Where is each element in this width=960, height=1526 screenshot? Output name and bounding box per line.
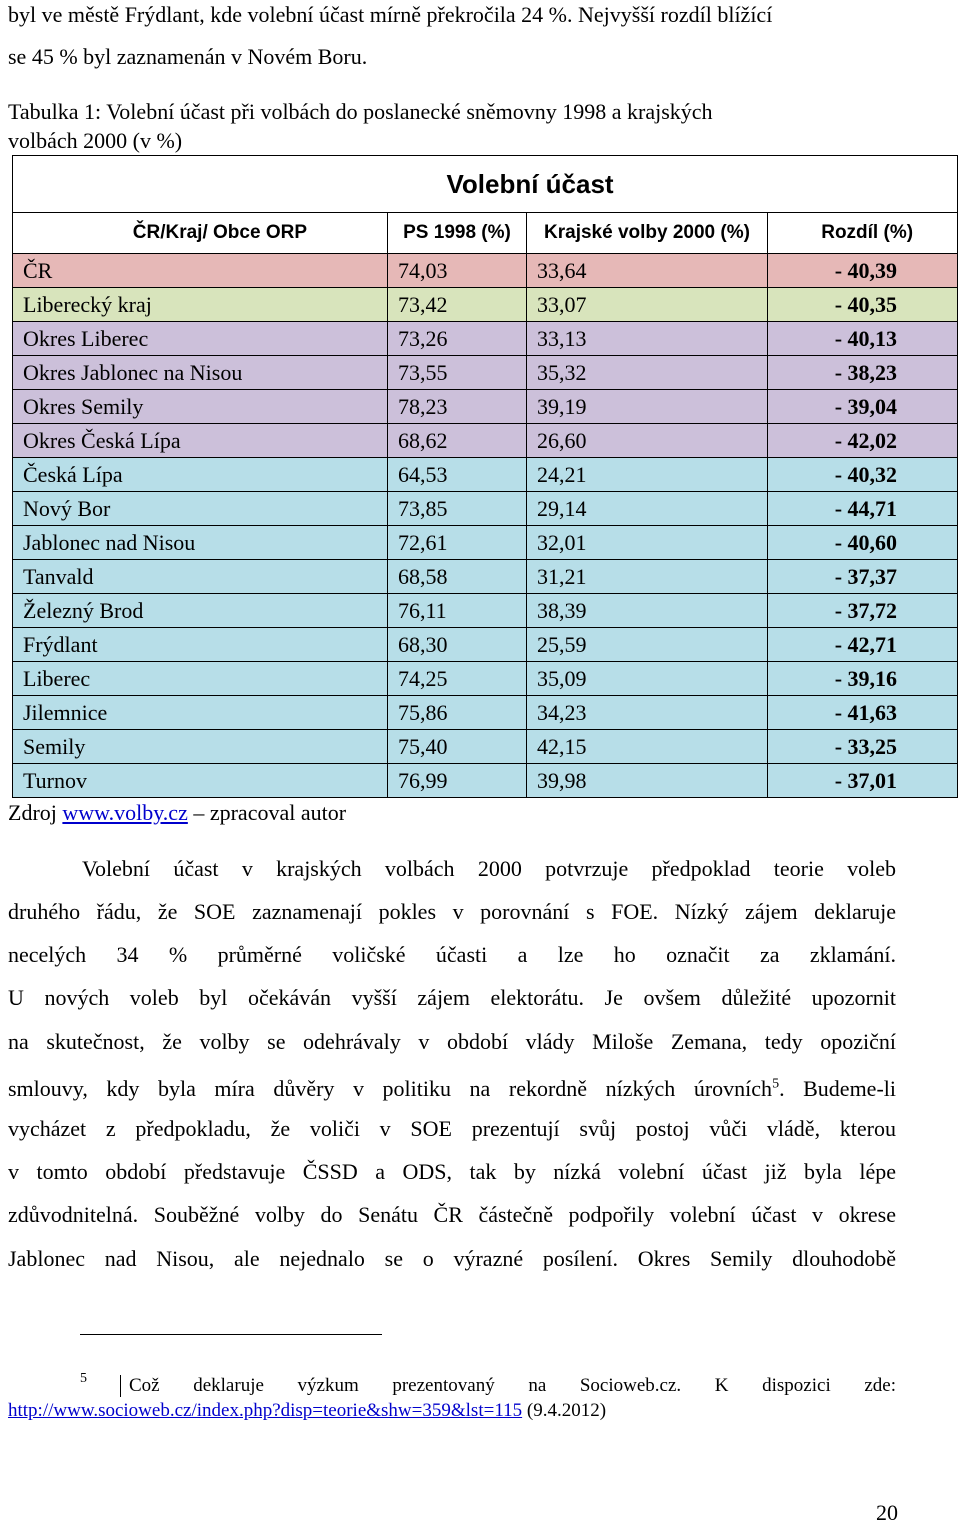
footnote-number: 5 bbox=[80, 1371, 87, 1386]
cell-ps1998: 68,30 bbox=[388, 628, 527, 662]
table-row bbox=[13, 424, 958, 458]
header-rozdil: Rozdíl (%) bbox=[768, 213, 958, 254]
table-caption-line-1: Tabulka 1: Volební účast při volbách do poslanecké sněmovny 1998 a krajských bbox=[8, 99, 713, 124]
cell-region: Okres Semily bbox=[13, 390, 388, 424]
paragraph-line-6: smlouvy, kdy byla míra důvěry v politiku na rekordně nízkých úrovních$^5$. Budeme-li bbox=[8, 1076, 896, 1102]
footnote-ref[interactable]: 5 bbox=[772, 1077, 780, 1092]
table-row bbox=[13, 288, 958, 322]
cell-rozdil: - 42,71 bbox=[768, 628, 958, 662]
cell-region: Tanvald bbox=[13, 560, 388, 594]
cell-region: Liberecký kraj bbox=[13, 288, 388, 322]
cell-krajske2000: 35,09 bbox=[527, 662, 768, 696]
cell-ps1998: 72,61 bbox=[388, 526, 527, 560]
cell-krajske2000: 29,14 bbox=[527, 492, 768, 526]
cell-ps1998: 76,99 bbox=[388, 764, 527, 798]
cell-rozdil: - 37,72 bbox=[768, 594, 958, 628]
paragraph-line-5: na skutečnost, že volby se odehrávaly v období vlády Miloše Zemana, tedy opoziční bbox=[8, 1029, 896, 1054]
header-krajske2000: Krajské volby 2000 (%) bbox=[527, 213, 768, 254]
table-row bbox=[13, 254, 958, 288]
turnout-table bbox=[12, 155, 958, 798]
cell-rozdil: - 39,04 bbox=[768, 390, 958, 424]
page-number: 20 bbox=[876, 1500, 898, 1525]
paragraph-line-3: necelých 34 % průměrné voličské účasti a lze ho označit za zklamání. bbox=[8, 942, 896, 967]
cell-rozdil: - 42,02 bbox=[768, 424, 958, 458]
table-caption-line-2: volbách 2000 (v %) bbox=[8, 128, 183, 153]
cell-region: Okres Česká Lípa bbox=[13, 424, 388, 458]
paragraph-line-7: vycházet z předpokladu, že voliči v SOE prezentují svůj postoj vůči vládě, kterou bbox=[8, 1116, 896, 1141]
cell-ps1998: 76,11 bbox=[388, 594, 527, 628]
cell-ps1998: 75,40 bbox=[388, 730, 527, 764]
cell-ps1998: 73,55 bbox=[388, 356, 527, 390]
cell-krajske2000: 33,07 bbox=[527, 288, 768, 322]
cell-krajske2000: 33,13 bbox=[527, 322, 768, 356]
cell-region: Semily bbox=[13, 730, 388, 764]
intro-line-1: byl ve městě Frýdlant, kde volební účast mírně překročila 24 %. Nejvyšší rozdíl blížící bbox=[8, 2, 773, 27]
cell-krajske2000: 32,01 bbox=[527, 526, 768, 560]
header-ps1998: PS 1998 (%) bbox=[388, 213, 527, 254]
source-suffix: – zpracoval autor bbox=[187, 800, 347, 825]
cell-krajske2000: 38,39 bbox=[527, 594, 768, 628]
cell-krajske2000: 24,21 bbox=[527, 458, 768, 492]
cell-rozdil: - 37,37 bbox=[768, 560, 958, 594]
table-row bbox=[13, 628, 958, 662]
cell-rozdil: - 33,25 bbox=[768, 730, 958, 764]
table-row bbox=[13, 390, 958, 424]
cell-region: Okres Jablonec na Nisou bbox=[13, 356, 388, 390]
cell-rozdil: - 38,23 bbox=[768, 356, 958, 390]
intro-line-2: se 45 % byl zaznamenán v Novém Boru. bbox=[8, 44, 368, 69]
cell-ps1998: 73,85 bbox=[388, 492, 527, 526]
cell-krajske2000: 25,59 bbox=[527, 628, 768, 662]
footnote-link-line bbox=[8, 1400, 606, 1422]
cell-region: Jablonec nad Nisou bbox=[13, 526, 388, 560]
table-title-row bbox=[13, 156, 958, 213]
cell-rozdil: - 44,71 bbox=[768, 492, 958, 526]
cell-region: Turnov bbox=[13, 764, 388, 798]
cell-krajske2000: 33,64 bbox=[527, 254, 768, 288]
paragraph-line-1: Volební účast v krajských volbách 2000 potvrzuje předpoklad teorie voleb bbox=[82, 856, 896, 881]
cell-krajske2000: 39,98 bbox=[527, 764, 768, 798]
cell-ps1998: 74,25 bbox=[388, 662, 527, 696]
table-row bbox=[13, 526, 958, 560]
table-row bbox=[13, 764, 958, 798]
table-header-row bbox=[13, 213, 958, 254]
paragraph-line-4: U nových voleb byl očekáván vyšší zájem elektorátu. Je ovšem důležité upozornit bbox=[8, 985, 896, 1010]
cell-region: Železný Brod bbox=[13, 594, 388, 628]
paragraph-line-2: druhého řádu, že SOE zaznamenají pokles v porovnání s FOE. Nízký zájem deklaruje bbox=[8, 899, 896, 924]
table-title: Volební účast bbox=[13, 156, 958, 213]
cell-region: Nový Bor bbox=[13, 492, 388, 526]
source-prefix: Zdroj bbox=[8, 800, 63, 825]
cell-krajske2000: 34,23 bbox=[527, 696, 768, 730]
cell-ps1998: 73,42 bbox=[388, 288, 527, 322]
cell-ps1998: 75,86 bbox=[388, 696, 527, 730]
cell-ps1998: 68,58 bbox=[388, 560, 527, 594]
table-row bbox=[13, 492, 958, 526]
cell-region: Okres Liberec bbox=[13, 322, 388, 356]
table-row bbox=[13, 322, 958, 356]
cell-krajske2000: 31,21 bbox=[527, 560, 768, 594]
footnote-separator bbox=[80, 1334, 382, 1335]
table-row bbox=[13, 594, 958, 628]
table-row bbox=[13, 662, 958, 696]
table-row bbox=[13, 696, 958, 730]
source-link[interactable]: www.volby.cz bbox=[62, 800, 188, 825]
cell-krajske2000: 39,19 bbox=[527, 390, 768, 424]
footnote-text: Což deklaruje výzkum prezentovaný na Socioweb.cz. K dispozici zde: bbox=[120, 1375, 896, 1397]
cell-region: Jilemnice bbox=[13, 696, 388, 730]
table-row bbox=[13, 730, 958, 764]
cell-region: Frýdlant bbox=[13, 628, 388, 662]
cell-region: Česká Lípa bbox=[13, 458, 388, 492]
cell-rozdil: - 40,39 bbox=[768, 254, 958, 288]
source-note bbox=[8, 800, 346, 826]
cell-rozdil: - 40,13 bbox=[768, 322, 958, 356]
cell-region: Liberec bbox=[13, 662, 388, 696]
footnote-date: (9.4.2012) bbox=[522, 1400, 607, 1421]
header-region: ČR/Kraj/ Obce ORP bbox=[13, 213, 388, 254]
cell-rozdil: - 40,60 bbox=[768, 526, 958, 560]
footnote-link[interactable]: http://www.socioweb.cz/index.php?disp=teorie&shw=359&lst=115 bbox=[8, 1400, 523, 1421]
table-row bbox=[13, 560, 958, 594]
cell-rozdil: - 40,32 bbox=[768, 458, 958, 492]
table-row bbox=[13, 458, 958, 492]
cell-ps1998: 68,62 bbox=[388, 424, 527, 458]
cell-krajske2000: 35,32 bbox=[527, 356, 768, 390]
cell-krajske2000: 42,15 bbox=[527, 730, 768, 764]
cell-region: ČR bbox=[13, 254, 388, 288]
table-row bbox=[13, 356, 958, 390]
cell-rozdil: - 40,35 bbox=[768, 288, 958, 322]
cell-krajske2000: 26,60 bbox=[527, 424, 768, 458]
cell-ps1998: 73,26 bbox=[388, 322, 527, 356]
cell-ps1998: 64,53 bbox=[388, 458, 527, 492]
paragraph-line-10: Jablonec nad Nisou, ale nejednalo se o výrazné posílení. Okres Semily dlouhodobě bbox=[8, 1246, 896, 1271]
paragraph-line-9: zdůvodnitelná. Souběžné volby do Senátu ČR částečně podpořily volební účast v okrese bbox=[8, 1202, 896, 1227]
cell-ps1998: 78,23 bbox=[388, 390, 527, 424]
cell-rozdil: - 41,63 bbox=[768, 696, 958, 730]
cell-ps1998: 74,03 bbox=[388, 254, 527, 288]
cell-rozdil: - 39,16 bbox=[768, 662, 958, 696]
cell-rozdil: - 37,01 bbox=[768, 764, 958, 798]
paragraph-line-8: v tomto období představuje ČSSD a ODS, tak by nízká volební účast již byla lépe bbox=[8, 1159, 896, 1184]
